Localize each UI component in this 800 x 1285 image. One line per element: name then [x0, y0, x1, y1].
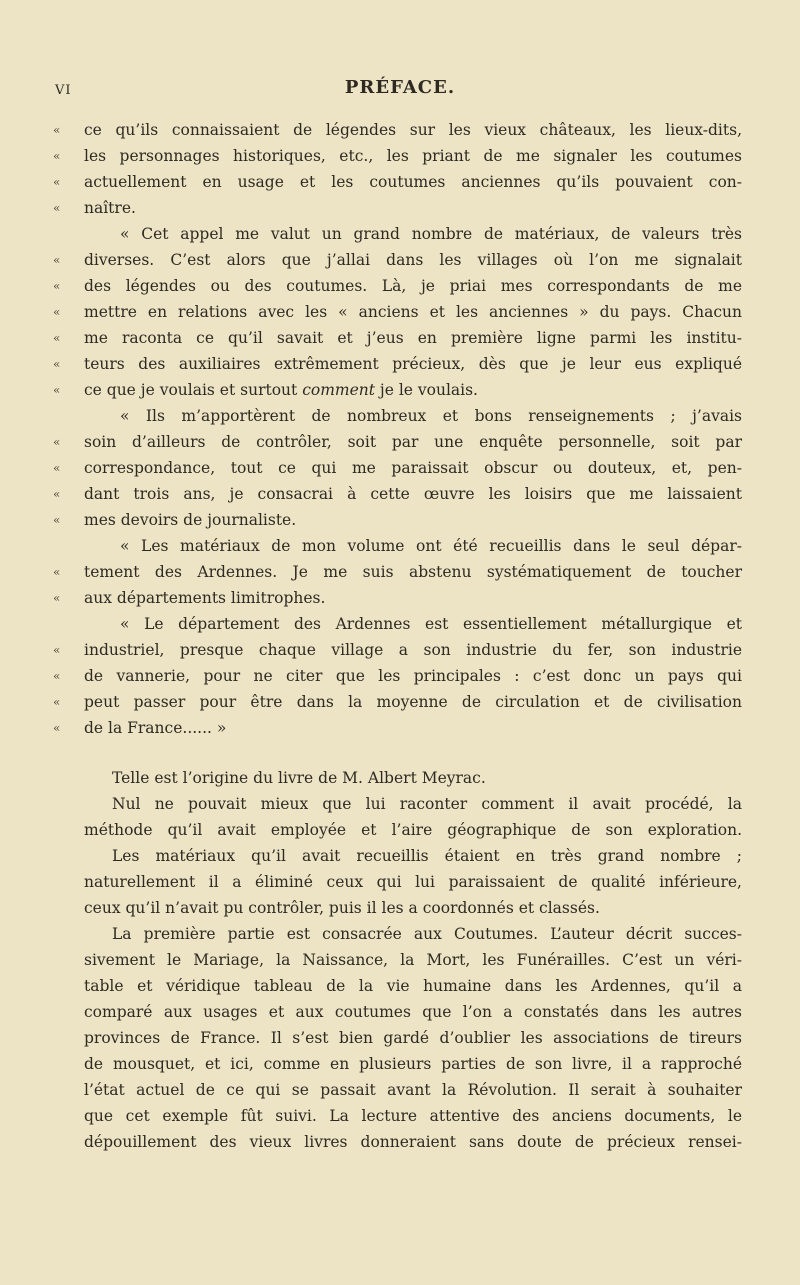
guillemet-mark: «: [53, 123, 61, 137]
line-text: Telle est l’origine du livre de M. Albert Meyrac.: [112, 769, 486, 787]
line-text: ce qu’ils connaissaient de légendes sur les vieux châteaux, les lieux-dits,: [84, 121, 742, 139]
text-line: [0, 869, 800, 895]
quote-line: [0, 533, 800, 559]
line-text: actuellement en usage et les coutumes anciennes qu’ils pouvaient con-: [84, 173, 742, 191]
line-text: dépouillement des vieux livres donneraient sans doute de précieux rensei-: [84, 1133, 742, 1151]
text-line: [0, 843, 800, 869]
text-block: [0, 117, 800, 1155]
body-passage: [0, 765, 800, 1155]
line-text: l’état actuel de ce qui se passait avant la Révolution. Il serait à souhaiter: [84, 1081, 742, 1099]
guillemet-mark: «: [53, 253, 61, 267]
text-line: [0, 1077, 800, 1103]
quote-line: [0, 221, 800, 247]
text-line: [0, 1103, 800, 1129]
line-text: aux départements limitrophes.: [84, 589, 326, 607]
line-text: mettre en relations avec les « anciens et les anciennes » du pays. Chacun: [84, 303, 742, 321]
line-text: ce que je voulais et surtout comment je le voulais.: [84, 381, 478, 399]
guillemet-mark: «: [53, 461, 61, 475]
emphasis: comment: [302, 381, 375, 399]
guillemet-mark: «: [53, 149, 61, 163]
line-text: des légendes ou des coutumes. Là, je priai mes correspondants de me: [84, 277, 742, 295]
page-header: [0, 77, 800, 103]
line-text: mes devoirs de journaliste.: [84, 511, 297, 529]
line-text: de mousquet, et ici, comme en plusieurs parties de son livre, il a rapproché: [84, 1055, 742, 1073]
text-line: [0, 765, 800, 791]
running-title: PRÉFACE.: [344, 77, 456, 98]
section-gap: [0, 741, 800, 765]
line-text: méthode qu’il avait employée et l’aire géographique de son exploration.: [84, 821, 742, 839]
guillemet-mark: «: [53, 591, 61, 605]
quote-line: [0, 689, 800, 715]
line-text: tement des Ardennes. Je me suis abstenu systématiquement de toucher: [84, 563, 742, 581]
line-text: industriel, presque chaque village a son industrie du fer, son industrie: [84, 641, 742, 659]
text-line: [0, 973, 800, 999]
line-text: Les matériaux qu’il avait recueillis étaient en très grand nombre ;: [112, 847, 742, 865]
line-text: La première partie est consacrée aux Coutumes. L’auteur décrit succes-: [112, 925, 742, 943]
quote-line: [0, 429, 800, 455]
line-text: de la France...... »: [84, 719, 227, 737]
line-text: provinces de France. Il s’est bien gardé d’oublier les associations de tireurs: [84, 1029, 742, 1047]
guillemet-mark: «: [53, 487, 61, 501]
text-line: [0, 1051, 800, 1077]
guillemet-mark: «: [53, 331, 61, 345]
quote-line: [0, 299, 800, 325]
quote-line: [0, 377, 800, 403]
line-text: Nul ne pouvait mieux que lui raconter comment il avait procédé, la: [112, 795, 742, 813]
quote-line: [0, 117, 800, 143]
guillemet-mark: «: [53, 513, 61, 527]
quote-line: [0, 559, 800, 585]
line-text: correspondance, tout ce qui me paraissait obscur ou douteux, et, pen-: [84, 459, 742, 477]
line-text: ceux qu’il n’avait pu contrôler, puis il les a coordonnés et classés.: [84, 899, 600, 917]
line-text: comparé aux usages et aux coutumes que l’on a constatés dans les autres: [84, 1003, 742, 1021]
quoted-passage: [0, 117, 800, 741]
line-text: « Les matériaux de mon volume ont été recueillis dans le seul dépar-: [120, 537, 742, 555]
text-line: [0, 1025, 800, 1051]
line-text: « Le département des Ardennes est essentiellement métallurgique et: [120, 615, 742, 633]
line-text: « Cet appel me valut un grand nombre de matériaux, de valeurs très: [120, 225, 742, 243]
quote-line: [0, 715, 800, 741]
line-text: diverses. C’est alors que j’allai dans les villages où l’on me signalait: [84, 251, 742, 269]
guillemet-mark: «: [53, 175, 61, 189]
text-line: [0, 1129, 800, 1155]
page-number: VI: [55, 83, 72, 98]
line-text: que cet exemple fût suivi. La lecture attentive des anciens documents, le: [84, 1107, 742, 1125]
quote-line: [0, 195, 800, 221]
line-text: dant trois ans, je consacrai à cette œuvre les loisirs que me laissaient: [84, 485, 742, 503]
quote-line: [0, 611, 800, 637]
quote-line: [0, 507, 800, 533]
line-text: naître.: [84, 199, 136, 217]
guillemet-mark: «: [53, 435, 61, 449]
line-text: « Ils m’apportèrent de nombreux et bons renseignements ; j’avais: [120, 407, 742, 425]
text-line: [0, 947, 800, 973]
quote-line: [0, 273, 800, 299]
line-text: teurs des auxiliaires extrêmement précieux, dès que je leur eus expliqué: [84, 355, 742, 373]
guillemet-mark: «: [53, 279, 61, 293]
text-line: [0, 791, 800, 817]
quote-line: [0, 403, 800, 429]
quote-line: [0, 585, 800, 611]
quote-line: [0, 637, 800, 663]
line-text: me raconta ce qu’il savait et j’eus en première ligne parmi les institu-: [84, 329, 742, 347]
text-line: [0, 999, 800, 1025]
quote-line: [0, 663, 800, 689]
quote-line: [0, 247, 800, 273]
line-text: peut passer pour être dans la moyenne de circulation et de civilisation: [84, 693, 742, 711]
guillemet-mark: «: [53, 383, 61, 397]
quote-line: [0, 169, 800, 195]
guillemet-mark: «: [53, 721, 61, 735]
quote-line: [0, 481, 800, 507]
guillemet-mark: «: [53, 669, 61, 683]
quote-line: [0, 325, 800, 351]
guillemet-mark: «: [53, 565, 61, 579]
guillemet-mark: «: [53, 201, 61, 215]
line-text: table et véridique tableau de la vie humaine dans les Ardennes, qu’il a: [84, 977, 742, 995]
line-text: naturellement il a éliminé ceux qui lui paraissaient de qualité inférieure,: [84, 873, 742, 891]
guillemet-mark: «: [53, 357, 61, 371]
line-text: sivement le Mariage, la Naissance, la Mort, les Funérailles. C’est un véri-: [84, 951, 742, 969]
text-line: [0, 817, 800, 843]
line-text: soin d’ailleurs de contrôler, soit par une enquête personnelle, soit par: [84, 433, 742, 451]
guillemet-mark: «: [53, 643, 61, 657]
quote-line: [0, 143, 800, 169]
text-line: [0, 895, 800, 921]
text-line: [0, 921, 800, 947]
guillemet-mark: «: [53, 305, 61, 319]
line-text: de vannerie, pour ne citer que les principales : c’est donc un pays qui: [84, 667, 742, 685]
guillemet-mark: «: [53, 695, 61, 709]
quote-line: [0, 455, 800, 481]
line-text: les personnages historiques, etc., les priant de me signaler les coutumes: [84, 147, 742, 165]
quote-line: [0, 351, 800, 377]
